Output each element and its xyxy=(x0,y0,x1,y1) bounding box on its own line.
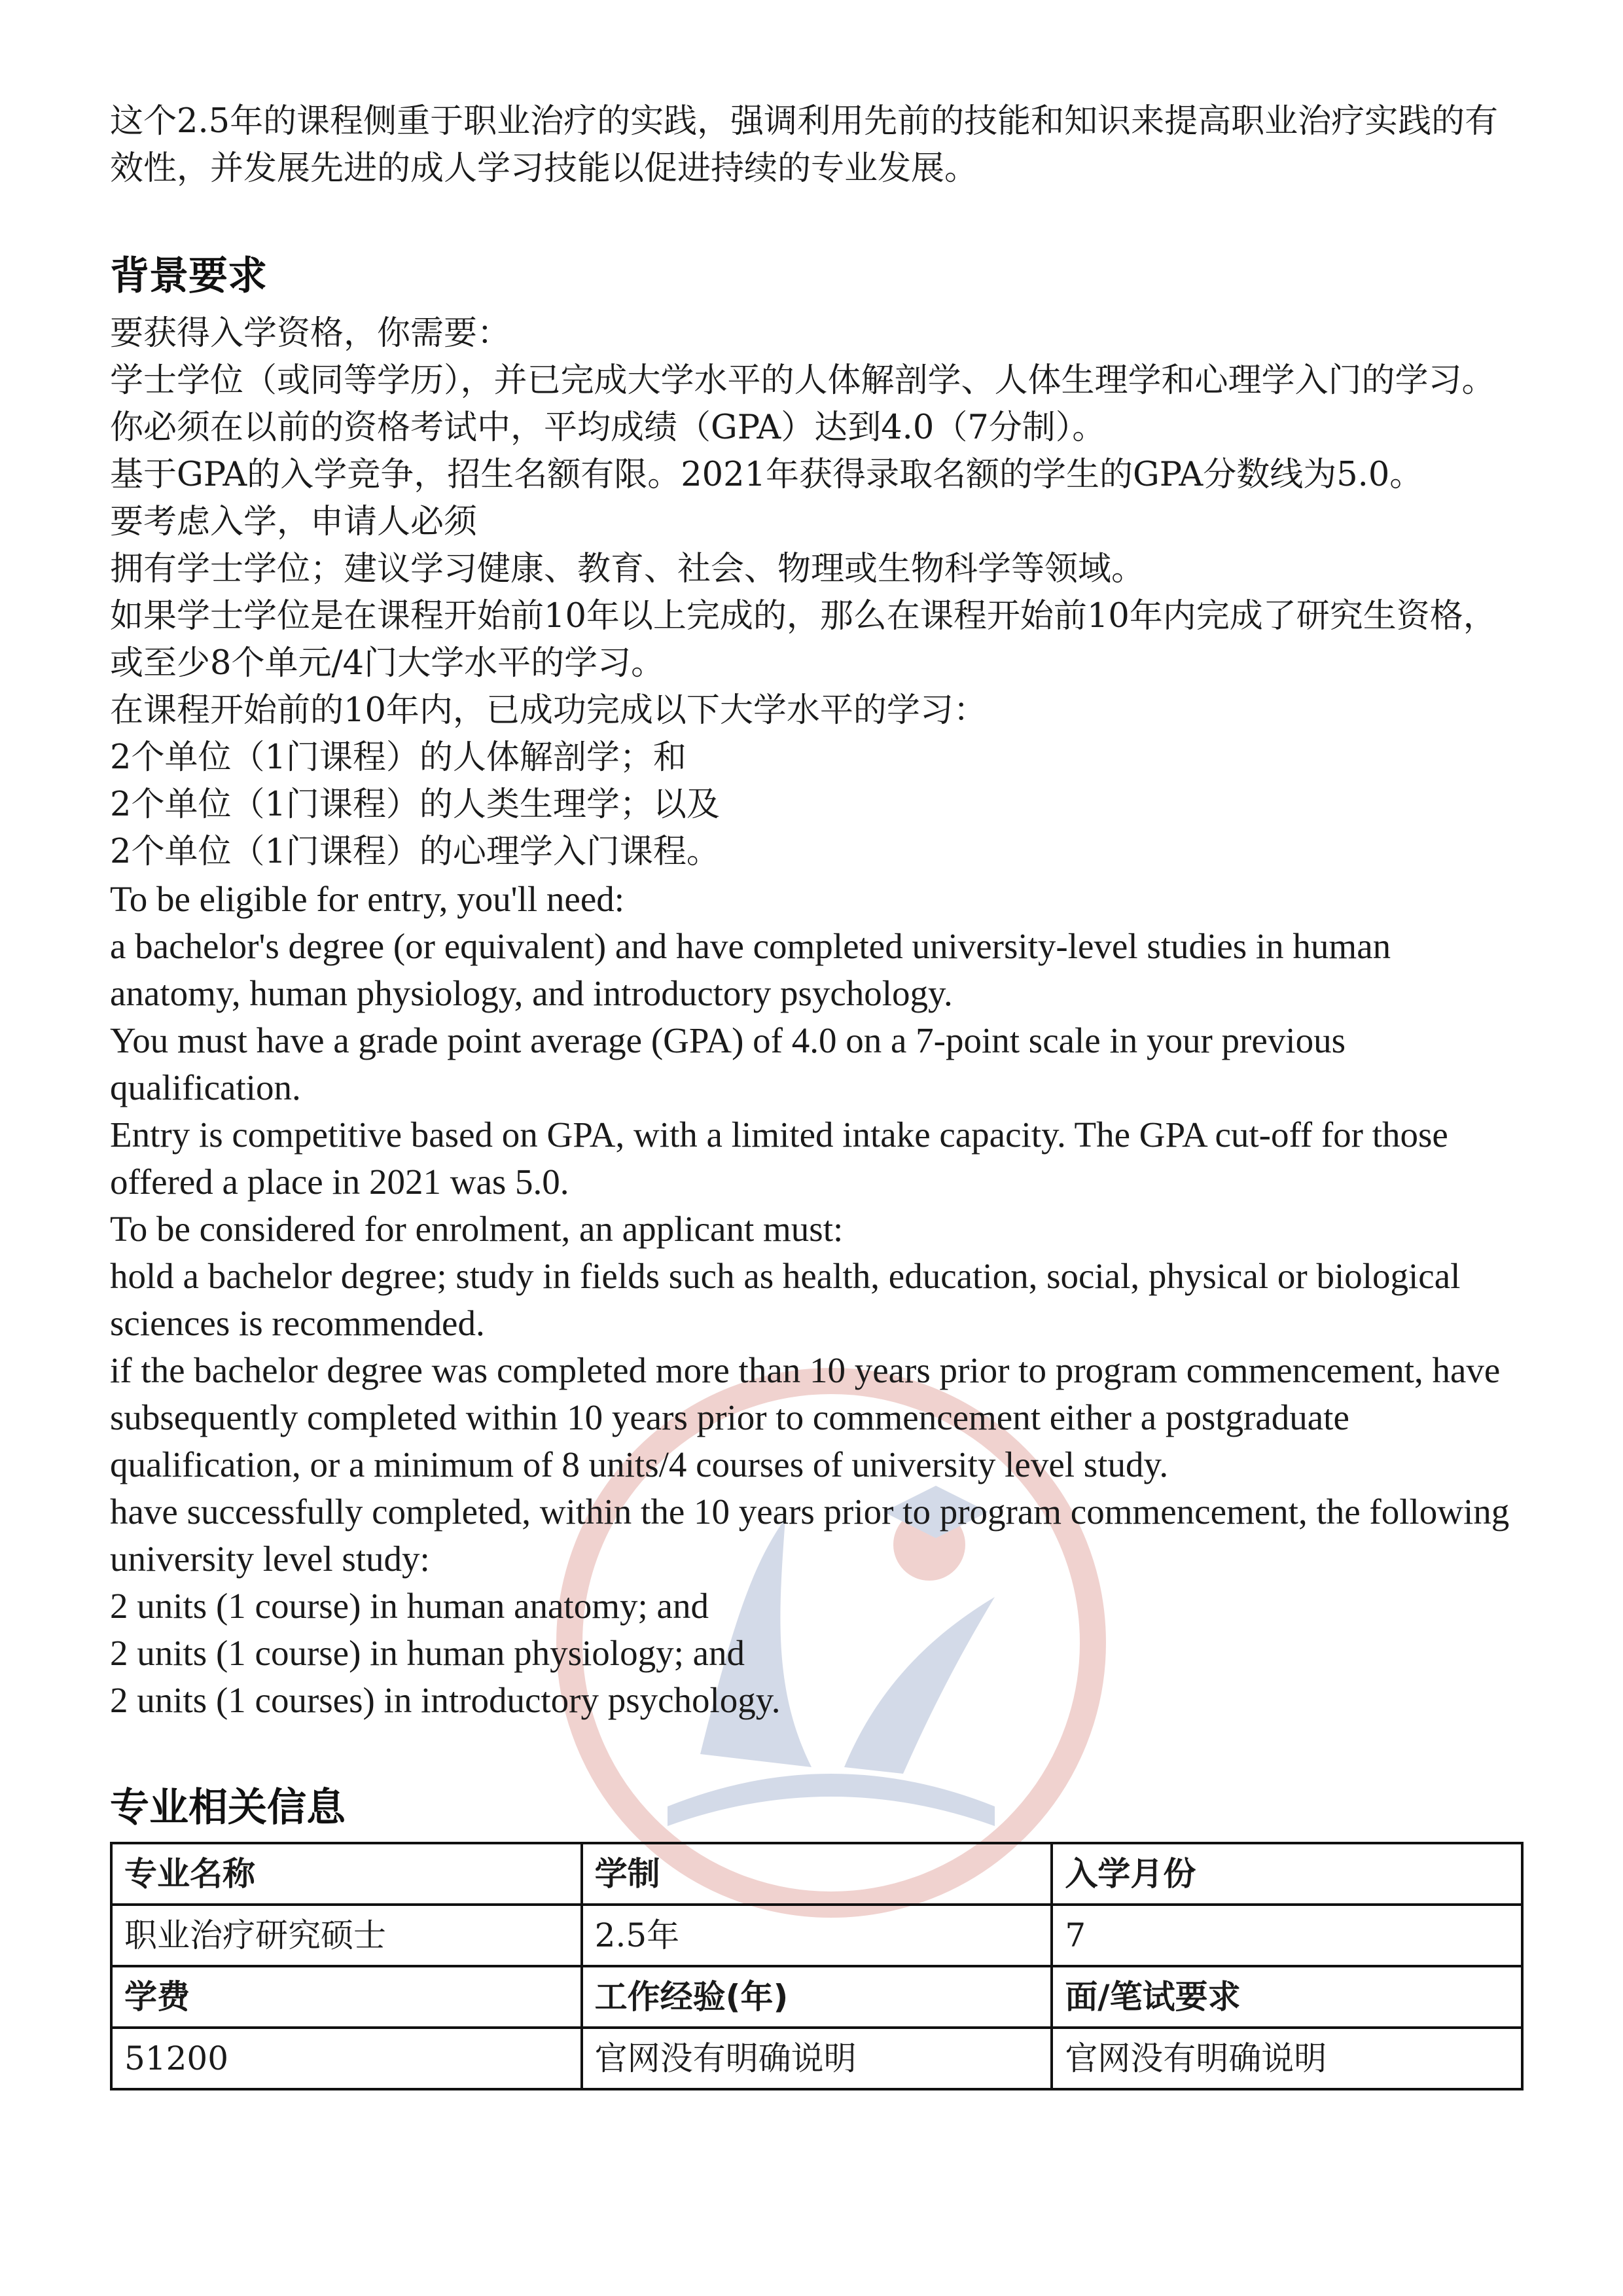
table-cell: 职业治疗研究硕士 xyxy=(111,1905,582,1966)
en-line: Entry is competitive based on GPA, with a limited intake capacity. The GPA cut-off for those offered a place in 2021 was 5.0. xyxy=(110,1115,1448,1202)
table-header-cell: 工作经验(年) xyxy=(582,1966,1052,2028)
zh-line: 基于GPA的入学竞争，招生名额有限。2021年获得录取名额的学生的GPA分数线为5.0。 xyxy=(110,456,1423,494)
program-info-table xyxy=(110,1842,1524,2090)
table-header-cell: 入学月份 xyxy=(1052,1843,1522,1905)
zh-line: 学士学位（或同等学历），并已完成大学水平的人体解剖学、人体生理学和心理学入门的学习。 xyxy=(110,361,1495,400)
table-cell: 51200 xyxy=(111,2028,582,2089)
en-line: 2 units (1 courses) in introductory psychology. xyxy=(110,1680,781,1720)
table-header-cell: 学费 xyxy=(111,1966,582,2028)
table-cell: 官网没有明确说明 xyxy=(582,2028,1052,2089)
en-line: 2 units (1 course) in human physiology; and xyxy=(110,1633,745,1673)
zh-line: 在课程开始前的10年内，已成功完成以下大学水平的学习： xyxy=(110,691,987,730)
zh-line: 要考虑入学，申请人必须 xyxy=(110,503,478,541)
zh-line: 要获得入学资格，你需要： xyxy=(110,314,511,353)
table-row xyxy=(111,1966,1522,2028)
en-line: 2 units (1 course) in human anatomy; and xyxy=(110,1586,709,1626)
background-heading: 背景要求 xyxy=(110,253,267,299)
background-en-list xyxy=(110,876,1524,1724)
background-zh-list xyxy=(110,310,1524,876)
table-cell: 2.5年 xyxy=(582,1905,1052,1966)
en-line: a bachelor's degree (or equivalent) and have completed university-level studies in human anatomy, human physiology, and introductory psychology. xyxy=(110,926,1391,1013)
en-line: if the bachelor degree was completed more than 10 years prior to program commencement, have subsequently completed within 10 years prior to commencement either a postgraduate qualification, or a minimum of 8 units/4 courses of university level study. xyxy=(110,1350,1501,1484)
en-line: To be considered for enrolment, an applicant must: xyxy=(110,1209,844,1249)
zh-line: 2个单位（1门课程）的心理学入门课程。 xyxy=(110,833,720,871)
table-header-cell: 专业名称 xyxy=(111,1843,582,1905)
table-row xyxy=(111,1905,1522,1966)
table-header-cell: 面/笔试要求 xyxy=(1052,1966,1522,2028)
table-row xyxy=(111,1843,1522,1905)
program-info-heading: 专业相关信息 xyxy=(110,1785,346,1831)
zh-line: 2个单位（1门课程）的人体解剖学；和 xyxy=(110,738,687,777)
table-cell: 官网没有明确说明 xyxy=(1052,2028,1522,2089)
en-line: have successfully completed, within the 10 years prior to program commencement, the following university level study: xyxy=(110,1492,1510,1579)
table-row xyxy=(111,2028,1522,2089)
zh-line: 如果学士学位是在课程开始前10年以上完成的，那么在课程开始前10年内完成了研究生资格，或至少8个单元/4门大学水平的学习。 xyxy=(110,597,1497,683)
document-page xyxy=(110,98,1524,2090)
zh-line: 2个单位（1门课程）的人类生理学；以及 xyxy=(110,785,720,824)
table-header-cell: 学制 xyxy=(582,1843,1052,1905)
zh-line: 拥有学士学位；建议学习健康、教育、社会、物理或生物科学等领域。 xyxy=(110,550,1145,588)
en-line: You must have a grade point average (GPA) of 4.0 on a 7-point scale in your previous qualification. xyxy=(110,1020,1346,1107)
table-cell: 7 xyxy=(1052,1905,1522,1966)
en-line: hold a bachelor degree; study in fields such as health, education, social, physical or biological sciences is recommended. xyxy=(110,1256,1461,1343)
zh-line: 你必须在以前的资格考试中，平均成绩（GPA）达到4.0（7分制）。 xyxy=(110,408,1106,447)
intro-paragraph: 这个2.5年的课程侧重于职业治疗的实践，强调利用先前的技能和知识来提高职业治疗实践的有效性，并发展先进的成人学习技能以促进持续的专业发展。 xyxy=(110,102,1499,188)
en-line: To be eligible for entry, you'll need: xyxy=(110,879,625,919)
